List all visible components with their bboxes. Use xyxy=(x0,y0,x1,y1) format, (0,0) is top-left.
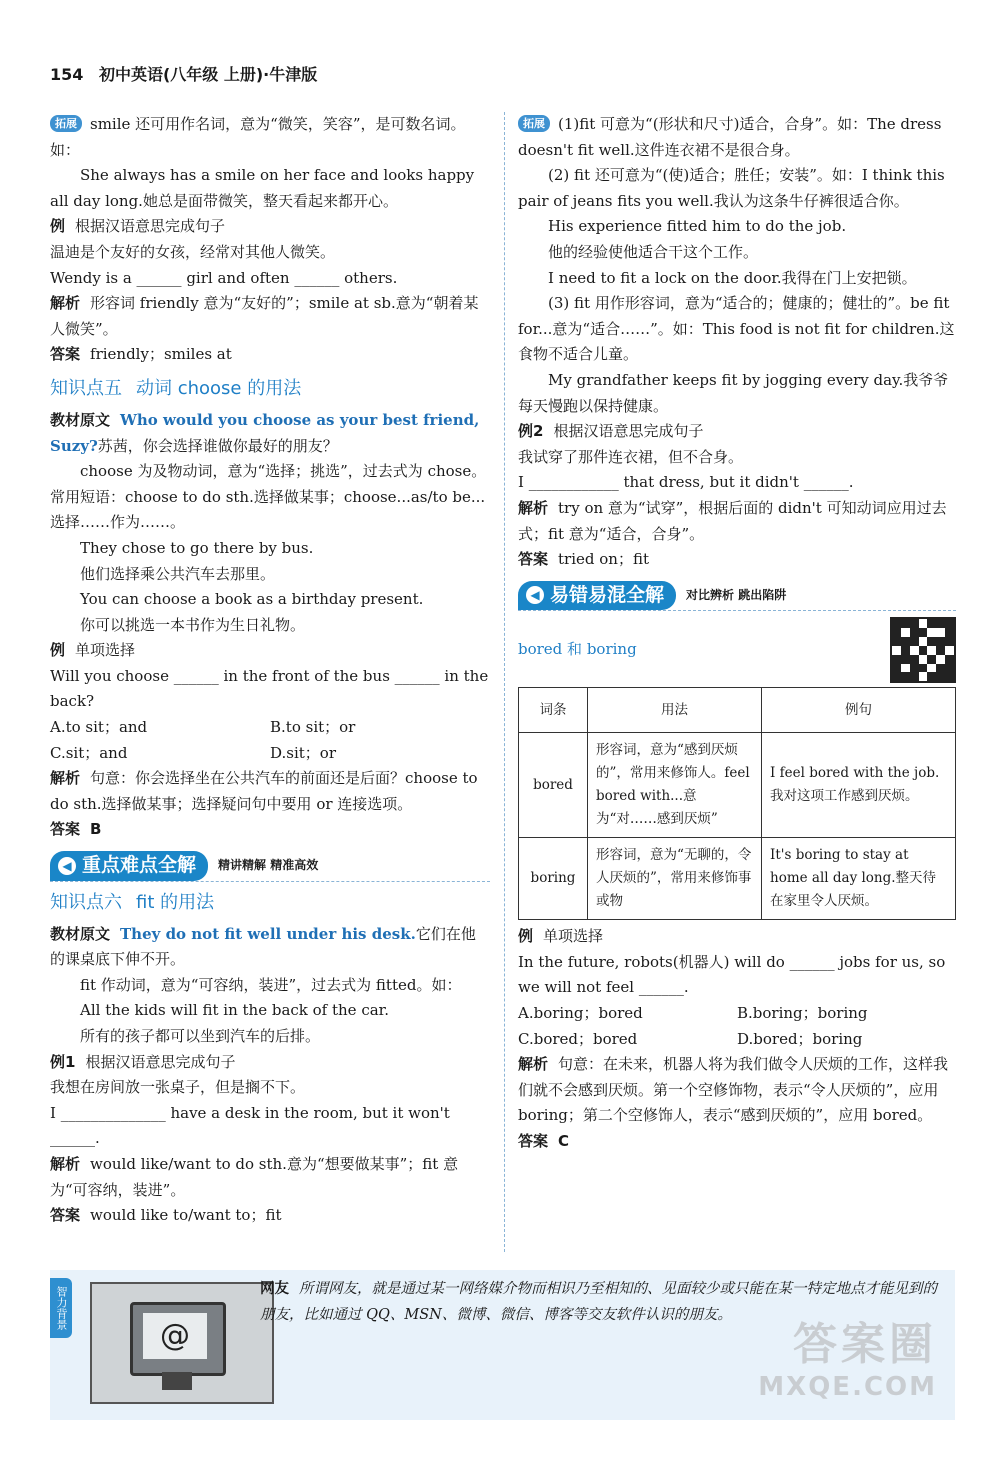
at-sign-icon: @ xyxy=(143,1313,207,1359)
explanation: fit 作动词，意为“可容纳，装进”，过去式为 fitted。如： xyxy=(80,975,462,994)
answer: 答案 friendly；smiles at xyxy=(50,345,232,364)
exercise-question: Wendy is a ______ girl and often ______ others. xyxy=(50,268,398,287)
exercise-question: Will you choose ______ in the front of the bus ______ in the back? xyxy=(50,666,489,711)
explanation: (2) fit 还可意为“(使)适合；胜任；安装”。如：I think this pair of jeans fits you well.我认为这条牛仔裤很适合你。 xyxy=(518,166,945,210)
exercise-head: 例 根据汉语意思完成句子 xyxy=(50,217,226,236)
fit-expand: 拓展 (1)fit 可意为“(形状和尺寸)适合，合身”。如：The dress doesn't fit well.这件连衣裙不是很合身。 xyxy=(518,115,942,159)
knowledge-tag: 智力背景 xyxy=(50,1278,72,1338)
page-number: 154 xyxy=(50,65,84,84)
explanation: choose 为及物动词，意为“选择；挑选”，过去式为 chose。常用短语：choose to do sth.选择做某事；choose...as/to be...选择……作为……。 xyxy=(50,462,487,532)
background-knowledge-box xyxy=(50,1270,955,1420)
table-header: 用法 xyxy=(588,688,762,733)
qr-code-icon[interactable] xyxy=(890,617,956,683)
column-divider xyxy=(504,112,505,1252)
explanation: (3) fit 用作形容词，意为“适合的；健康的；健壮的”。be fit for...意为“适合……”。如：This food is not fit for children.这食物不适合儿童。 xyxy=(518,294,955,364)
example-sentence: His experience fitted him to do the job. xyxy=(548,217,847,236)
answer: 答案 B xyxy=(50,820,102,839)
expand-tag: 拓展 xyxy=(50,115,82,132)
book-title: 初中英语(八年级 上册)·牛津版 xyxy=(98,65,318,84)
speaker-icon: ◀ xyxy=(58,857,76,875)
table-header: 例句 xyxy=(762,688,956,733)
example-sentence: They chose to go there by bus. xyxy=(80,538,314,557)
example-translation: 所有的孩子都可以坐到汽车的后排。 xyxy=(80,1027,321,1045)
example-sentence: I need to fit a lock on the door.我得在门上安把锁。 xyxy=(548,268,917,287)
compare-subtitle: bored 和 boring xyxy=(518,640,637,659)
table-header: 词条 xyxy=(519,688,588,733)
compare-subtitle-row xyxy=(518,617,956,683)
compare-table xyxy=(518,687,956,920)
textbook-original: 教材原文 They do not fit well under his desk.它们在他的课桌底下伸不开。 xyxy=(50,924,476,969)
exercise-head: 例1 根据汉语意思完成句子 xyxy=(50,1052,236,1071)
key-points-banner: ◀ 重点难点全解 精讲精解 精准高效 xyxy=(50,851,490,882)
computer-illustration xyxy=(90,1282,274,1404)
example-sentence: You can choose a book as a birthday present. xyxy=(80,590,424,609)
options-row: A.to sit；and B.to sit；or xyxy=(50,718,356,737)
options-row: A.boring；bored B.boring；boring xyxy=(518,1004,868,1023)
monitor-icon xyxy=(130,1302,226,1376)
exercise-head: 例2 根据汉语意思完成句子 xyxy=(518,422,704,441)
section-title-fit: 知识点六 fit 的用法 xyxy=(50,891,215,913)
example-sentence: All the kids will fit in the back of the car. xyxy=(80,1001,389,1020)
page-header xyxy=(50,62,317,85)
confusables-banner: ◀ 易错易混全解 对比辨析 跳出陷阱 xyxy=(518,581,956,612)
answer: 答案 C xyxy=(518,1132,570,1151)
analysis: 解析 句意：你会选择坐在公共汽车的前面还是后面？choose to do sth.选择做某事；选择疑问句中要用 or 连接选项。 xyxy=(50,769,478,813)
speaker-icon: ◀ xyxy=(526,586,544,604)
analysis: 解析 形容词 friendly 意为“友好的”；smile at sb.意为“朝着某人微笑”。 xyxy=(50,294,479,338)
options-row: C.bored；bored D.bored；boring xyxy=(518,1029,863,1048)
table-row: boring 形容词，意为“无聊的，令人厌烦的”，常用来修饰事或物 It's boring to stay at home all day long.整天待在家里令人厌烦。 xyxy=(519,838,956,920)
section-title-choose: 知识点五 动词 choose 的用法 xyxy=(50,377,302,399)
example-translation: 他们选择乘公共汽车去那里。 xyxy=(80,564,276,583)
right-column xyxy=(518,112,956,1155)
smile-expand: 拓展 smile 还可用作名词，意为“微笑，笑容”，是可数名词。如： xyxy=(50,115,466,159)
example-translation: 你可以挑选一本书作为生日礼物。 xyxy=(80,615,306,634)
exercise-chinese: 我想在房间放一张桌子，但是搁不下。 xyxy=(50,1078,306,1097)
expand-tag: 拓展 xyxy=(518,115,550,132)
analysis: 解析 句意：在未来，机器人将为我们做令人厌烦的工作，这样我们就不会感到厌烦。第一个空修饰物，表示“令人厌烦的”，应用 boring；第二个空修饰人，表示“感到厌烦的”，应用 bored。 xyxy=(518,1055,949,1125)
exercise-question: I ____________ that dress, but it didn't ______. xyxy=(518,473,854,492)
exercise-head: 例 单项选择 xyxy=(518,927,604,946)
watermark: 答案圈 MXQE.COM xyxy=(758,1319,937,1402)
exercise-question: In the future, robots(机器人) will do ______ jobs for us, so we will not feel ______. xyxy=(518,952,946,997)
example-sentence: My grandfather keeps fit by jogging every day.我爷爷每天慢跑以保持健康。 xyxy=(518,370,949,415)
answer: 答案 tried on；fit xyxy=(518,550,649,569)
exercise-chinese: 温迪是个友好的女孩，经常对其他人微笑。 xyxy=(50,242,336,261)
left-column xyxy=(50,112,490,1229)
textbook-original: 教材原文 Who would you choose as your best friend, Suzy?苏茜，你会选择谁做你最好的朋友？ xyxy=(50,410,480,455)
analysis: 解析 would like/want to do sth.意为“想要做某事”；fit 意为“可容纳，装进”。 xyxy=(50,1154,459,1199)
knowledge-text: 网友 所谓网友，就是通过某一网络媒介物而相识乃至相知的、见面较少或只能在某一特定地点才能见到的朋友，比如通过 QQ、MSN、微博、微信、博客等交友软件认识的朋友。 xyxy=(260,1280,937,1323)
analysis: 解析 try on 意为“试穿”，根据后面的 didn't 可知动词应用过去式；fit 意为“适合，合身”。 xyxy=(518,498,947,543)
exercise-head: 例 单项选择 xyxy=(50,641,136,660)
answer: 答案 would like to/want to；fit xyxy=(50,1206,282,1225)
example-sentence: She always has a smile on her face and looks happy all day long.她总是面带微笑，整天看起来都开心。 xyxy=(50,166,475,210)
exercise-question: I ______________ have a desk in the room, but it won't ______. xyxy=(50,1103,450,1148)
exercise-chinese: 我试穿了那件连衣裙，但不合身。 xyxy=(518,447,744,466)
options-row: C.sit；and D.sit；or xyxy=(50,743,336,762)
example-translation: 他的经验使他适合干这个工作。 xyxy=(548,242,759,261)
table-row: bored 形容词，意为“感到厌烦的”，常用来修饰人。feel bored with...意为“对……感到厌烦” I feel bored with the job.我对这项工作感到厌烦。 xyxy=(519,733,956,838)
